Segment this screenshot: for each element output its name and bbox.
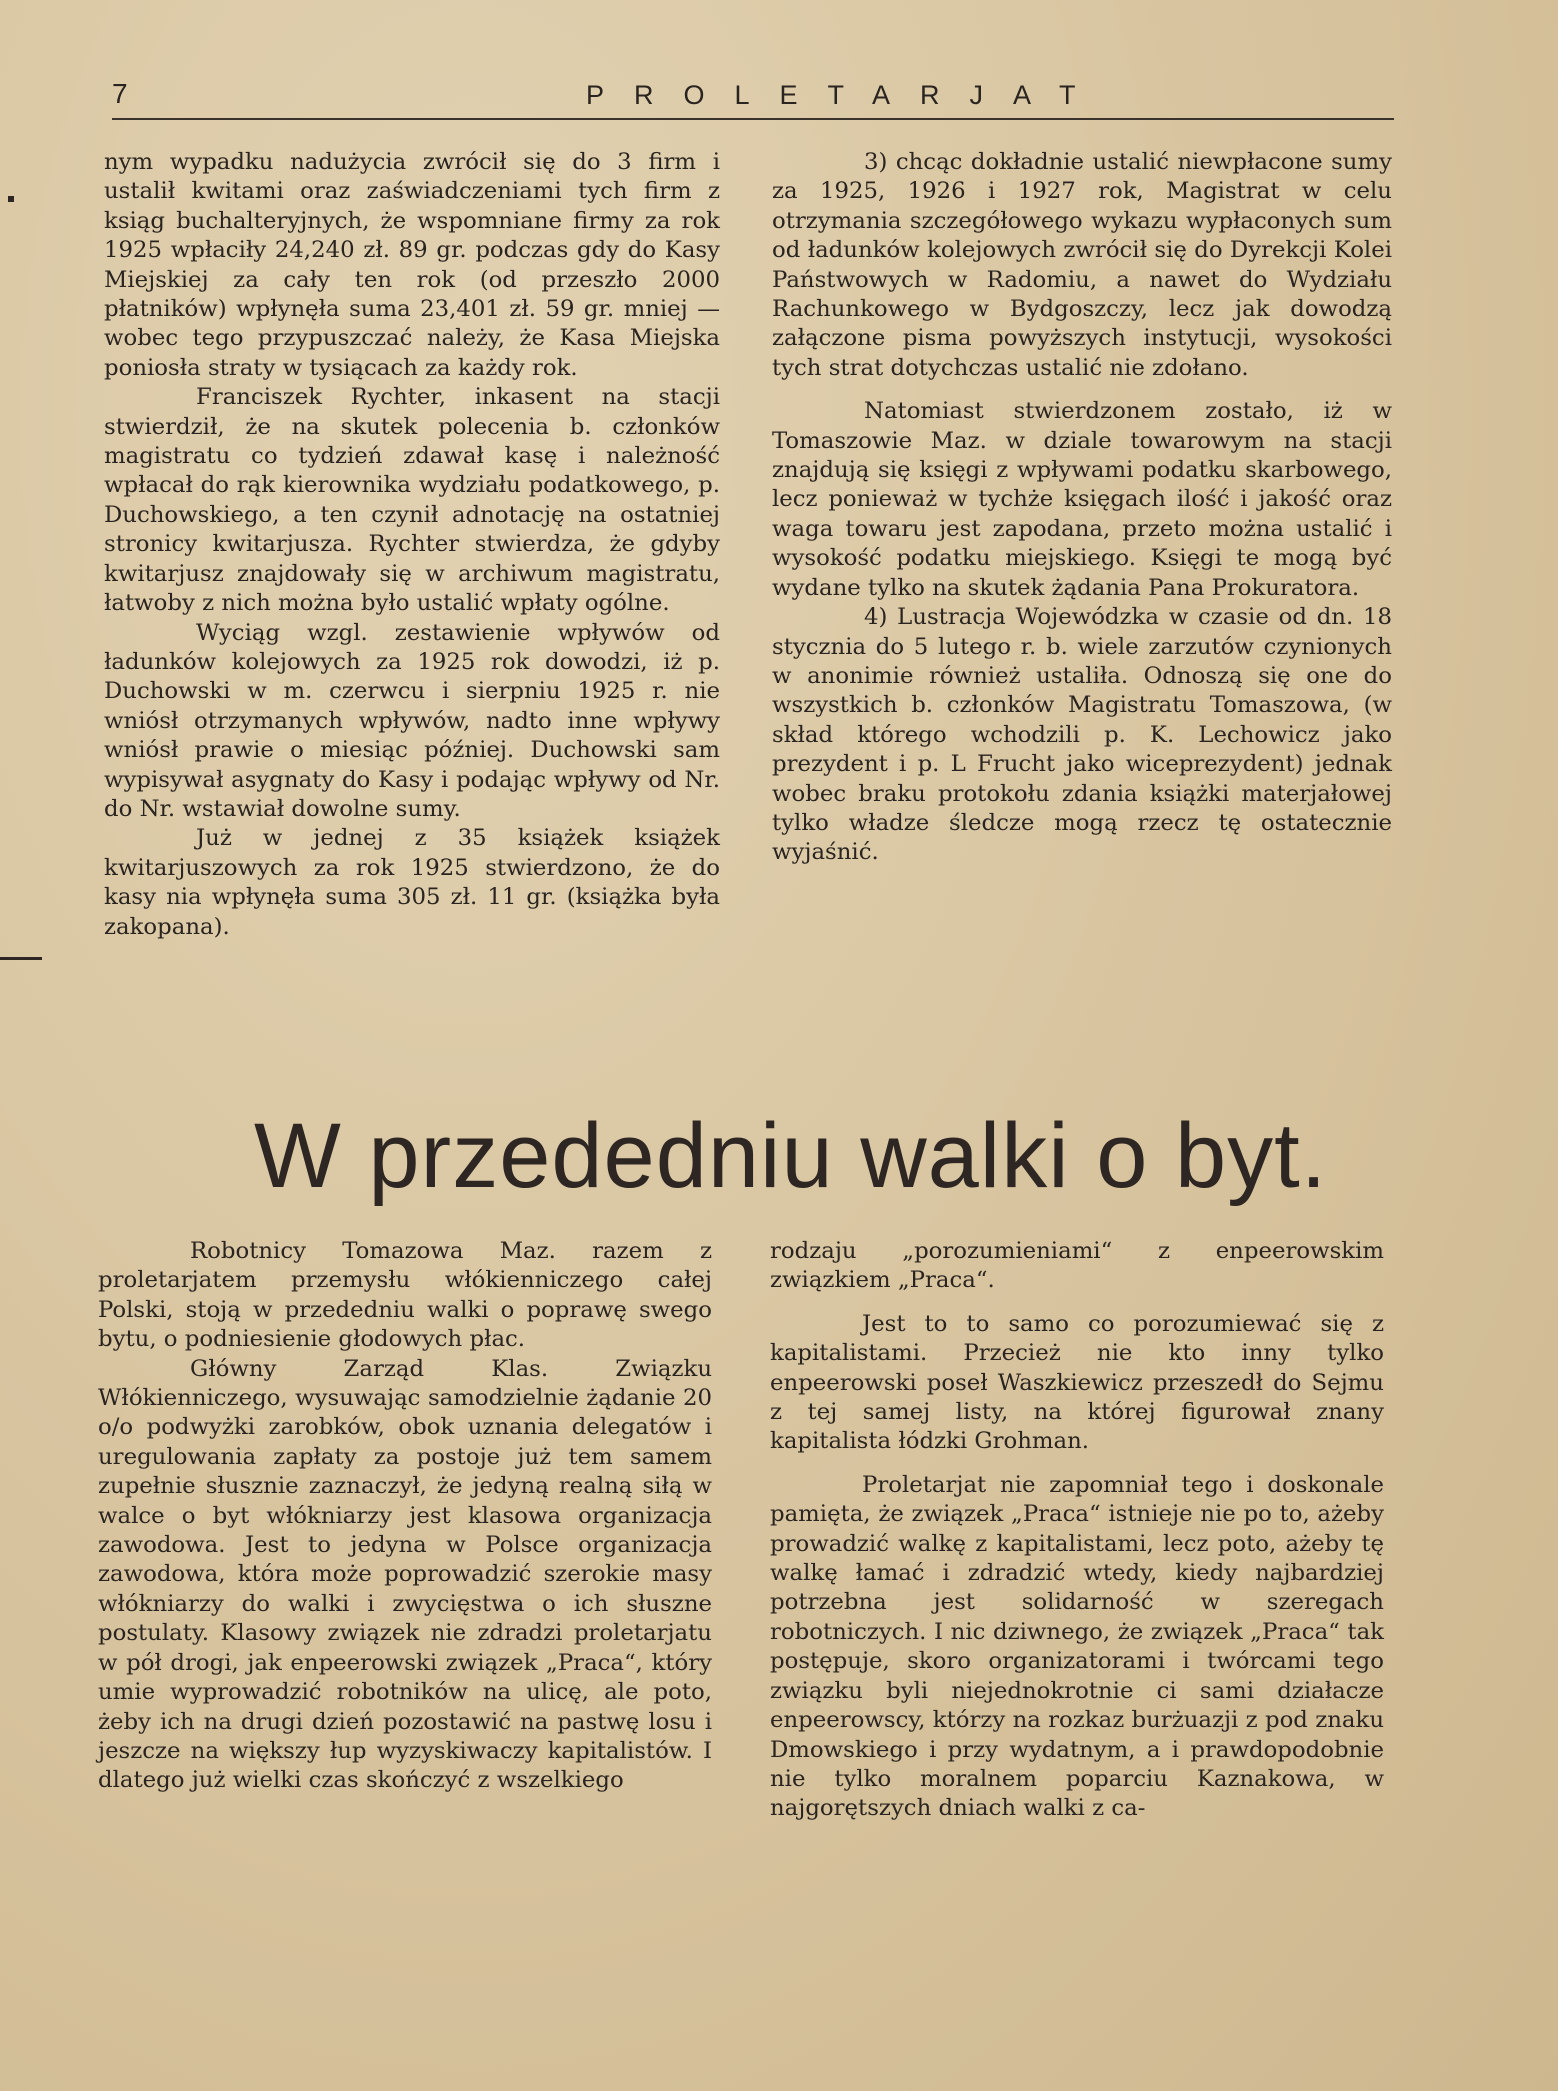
margin-rule-mark <box>0 957 42 960</box>
masthead-title: PROLETARJAT <box>586 80 1106 110</box>
paragraph: Wyciąg wzgl. zestawienie wpływów od ładunków kolejowych za 1925 rok dowodzi, iż p. Duchowski w m. czerwcu i sierpniu 1925 r. nie wniósł otrzymanych wpływów, nadto inne wpływy wniósł prawie o miesiąc później. Duchowski sam wypisywał asygnaty do Kasy i podając wpływy od Nr. do Nr. wstawiał dowolne sumy. <box>104 619 720 822</box>
paragraph: Jest to to samo co porozumiewać się z kapitalistami. Przecież nie kto inny tylko enpeerowski poseł Waszkiewicz przeszedł do Sejmu z tej samej listy, na której figurował znany kapitalista łódzki Grohman. <box>770 1310 1384 1455</box>
paragraph: rodzaju „porozumieniami“ z enpeerowskim związkiem „Praca“. <box>770 1238 1384 1294</box>
margin-dot-mark <box>8 196 14 202</box>
article-column-top-right <box>772 148 1392 868</box>
article-headline: W przededniu walki o byt. <box>254 1105 1328 1207</box>
paragraph: Franciszek Rychter, inkasent na stacji stwierdził, że na skutek polecenia b. członków magistratu co tydzień zdawał kasę i należność wpłacał do rąk kierownika wydziału podatkowego, p. Duchowskiego, a ten czynił adnotację na ostatniej stronicy kwitarjusza. Rychter stwierdza, że gdyby kwitarjusz znajdowały się w archiwum magistratu, łatwoby z nich można było ustalić wpłaty ogólne. <box>104 384 720 617</box>
article-column-top-left <box>104 148 720 942</box>
paragraph: nym wypadku nadużycia zwrócił się do 3 firm i ustalił kwitami oraz zaświadczeniami tych firm z ksiąg buchalteryjnych, że wspomniane firmy za rok 1925 wpłaciły 24,240 zł. 89 gr. podczas gdy do Kasy Miejskiej za cały ten rok (od przeszło 2000 płatników) wpłynęła suma 23,401 zł. 59 gr. mniej — wobec tego przypuszczać należy, że Kasa Miejska poniosła straty w tysiącach za każdy rok. <box>104 149 720 381</box>
article-column-bottom-left <box>98 1237 712 1796</box>
page-number: 7 <box>112 78 128 109</box>
paragraph: 4) Lustracja Wojewódzka w czasie od dn. 18 stycznia do 5 lutego r. b. wiele zarzutów czynionych w anonimie również ustaliła. Odnoszą się one do wszystkich b. członków Magistratu Tomaszowa, (w skład którego wchodzili p. K. Lechowicz jako prezydent i p. L Frucht jako wiceprezydent) jednak wobec braku protokołu zdania książki materjałowej tylko władze śledcze mogą rzecz tę ostatecznie wyjaśnić. <box>772 604 1392 866</box>
paragraph: Robotnicy Tomazowa Maz. razem z proletarjatem przemysłu włókienniczego całej Polski, stoją w przededniu walki o poprawę swego bytu, o podniesienie głodowych płac. <box>98 1238 712 1353</box>
paragraph: 3) chcąc dokładnie ustalić niewpłacone sumy za 1925, 1926 i 1927 rok, Magistrat w celu otrzymania szczegółowego wykazu wypłaconych sum od ładunków kolejowych zwrócił się do Dyrekcji Kolei Państwowych w Radomiu, a nawet do Wydziału Rachunkowego w Bydgoszczy, lecz jak dowodzą załączone pisma powyższych instytucji, wysokości tych strat dotychczas ustalić nie zdołano. <box>772 149 1392 381</box>
article-column-bottom-right <box>770 1237 1384 1824</box>
paragraph: Już w jednej z 35 książek książek kwitarjuszowych za rok 1925 stwierdzono, że do kasy nia wpłynęła suma 305 zł. 11 gr. (książka była zakopana). <box>104 825 720 940</box>
paragraph: Proletarjat nie zapomniał tego i doskonale pamięta, że związek „Praca“ istnieje nie po to, ażeby prowadzić walkę z kapitalistami, lecz poto, ażeby tę walkę łamać i zdradzić wtedy, kiedy najbardziej potrzebna jest solidarność w szeregach robotniczych. I nic dziwnego, że związek „Praca“ tak postępuje, skoro organizatorami i twórcami tego związku byli niejednokrotnie ci sami działacze enpeerowscy, którzy na rozkaz burżuazji z pod znaku Dmowskiego i przy wydatnym, a i prawdopodobnie nie tylko moralnem poparciu Kaznakowa, w najgorętszych dniach walki z ca- <box>770 1471 1384 1822</box>
page-header <box>112 78 1394 120</box>
paragraph: Natomiast stwierdzonem zostało, iż w Tomaszowie Maz. w dziale towarowym na stacji znajdują się księgi z wpływami podatku skarbowego, lecz ponieważ w tychże księgach ilość i jakość oraz waga towaru jest zapodana, przeto można ustalić i wysokość podatku miejskiego. Księgi te mogą być wydane tylko na skutek żądania Pana Prokuratora. <box>772 398 1392 601</box>
paragraph: Główny Zarząd Klas. Związku Włókienniczego, wysuwając samodzielnie żądanie 20 o/o podwyżki zarobków, obok uznania delegatów i uregulowania zapłaty za postoje już tem samem zupełnie słusznie zaznaczył, że jedyną realną siłą w walce o byt włókniarzy jest klasowa organizacja zawodowa. Jest to jedyna w Polsce organizacja zawodowa, która może poprowadzić szerokie masy włókniarzy do walki i zwycięstwa o ich słuszne postulaty. Klasowy związek nie zdradzi proletarjatu w pół drogi, jak enpeerowski związek „Praca“, który umie wyprowadzić robotników na ulicę, ale poto, żeby ich na drugi dzień pozostawić na pastwę losu i jeszcze na większy łup wyzyskiwaczy kapitalistów. I dlatego już wielki czas skończyć z wszelkiego <box>98 1355 712 1794</box>
